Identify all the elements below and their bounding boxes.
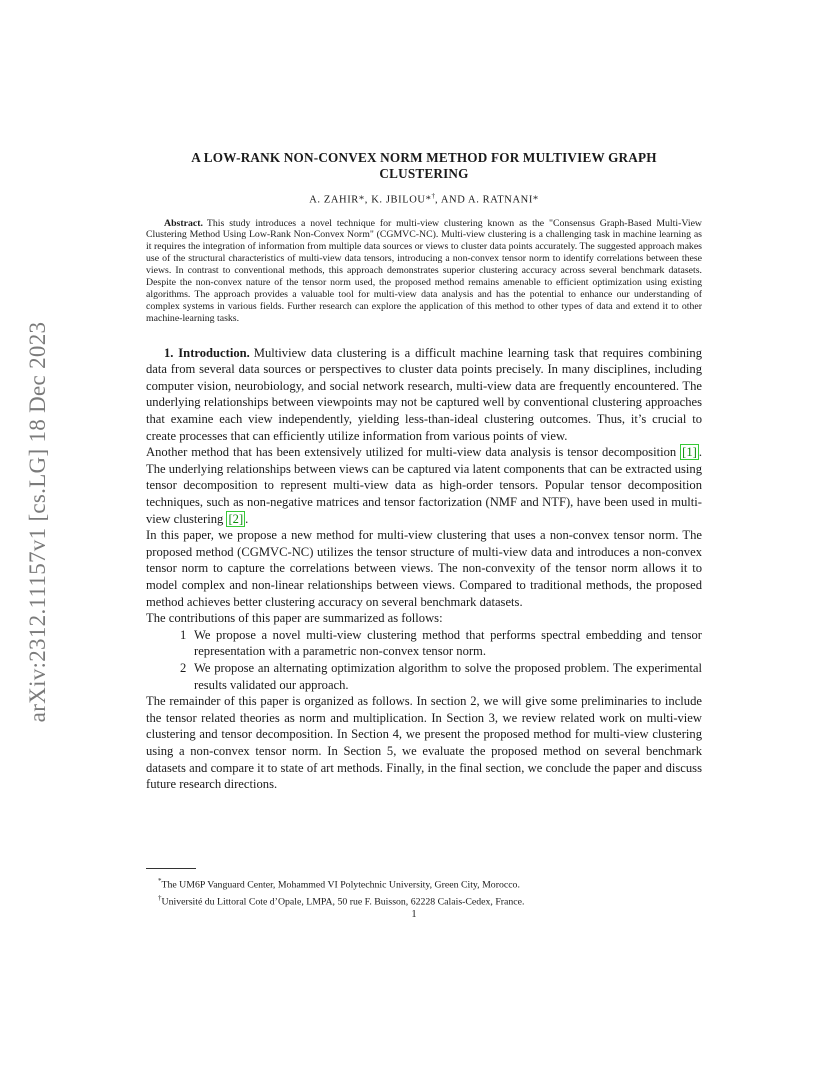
list-item: [146, 627, 702, 660]
intro-paragraph-2-text-c: .: [245, 511, 249, 526]
page-number: 1: [411, 909, 417, 920]
contribution-list: [146, 627, 702, 693]
author-list: [146, 192, 702, 206]
list-item-number: 1: [180, 627, 187, 642]
intro-paragraph-2-text-a: Another method that has been extensively utilized for multi-view data analysis is tensor decomposition: [146, 445, 681, 460]
arxiv-id: arXiv:2312.11157v1 [cs.LG] 18 Dec 2023: [25, 321, 50, 723]
section-heading: 1. Introduction.: [164, 345, 250, 360]
footnote-2-mark: †: [158, 894, 162, 903]
intro-paragraph-2: [146, 444, 702, 527]
intro-paragraph-1-text: Multiview data clustering is a difficult machine learning task that requires combining data from several data sources or perspectives to cluster data points precisely. In many disciplines, including computer vision, neurobiology, and social network research, multi-view data are frequently encountered. The underlying relationships between viewpoints may not be captured well by conventional clustering approaches that examine each view independently, yielding less-than-ideal clustering outcomes. Thus, it’s crucial to create processes that can efficiently utilize information from various points of view.: [146, 345, 703, 443]
footnote-1: [146, 875, 702, 892]
intro-paragraph-1: [146, 345, 702, 445]
introduction-section: [146, 345, 702, 793]
citation-link-1[interactable]: [1]: [682, 445, 697, 460]
citation-link-2[interactable]: [2]: [228, 511, 244, 526]
list-item-text: We propose a novel multi-view clustering method that performs spectral embedding and tensor representation with a parametric non-convex tensor norm.: [194, 627, 702, 659]
abstract-label: Abstract.: [164, 217, 203, 229]
arxiv-sidebar-stamp: [16, 282, 60, 762]
author-zahir: A. ZAHIR*,: [309, 194, 372, 206]
author-jbilou: K. JBILOU*: [371, 194, 432, 206]
author-ratnani: , AND A. RATNANI*: [434, 194, 539, 206]
list-item: [146, 660, 702, 693]
list-item-text: We propose an alternating optimization algorithm to solve the proposed problem. The experimental results validated our approach.: [194, 660, 702, 692]
footnote-2-text: Université du Littoral Cote d’Opale, LMPA, 50 rue F. Buisson, 62228 Calais-Cedex, France.: [161, 896, 525, 908]
footnote-divider: [146, 868, 196, 869]
abstract-text: This study introduces a novel technique for multi-view clustering known as the "Consensus Graph-Based Multi-View Clustering Method Using Low-Rank Non-Convex Norm" (CGMVC-NC). Multi-view clustering is a challenging task in machine learning as it requires the integration of information from multiple data sources or views to cluster data points accurately. The suggested approach makes use of the structural characteristics of multi-view data tensors, introducing a non-convex tensor norm to identify correlations between these views. In contrast to conventional methods, this approach demonstrates superior clustering accuracy across several benchmark datasets. Despite the non-convex nature of the tensor norm used, the proposed method remains amenable to efficient optimization using existing algorithms. The approach provides a valuable tool for multi-view data analysis and has the potential to enhance our understanding of complex systems in various fields. Further research can explore the application of this method to other types of data and extend it to other machine-learning tasks.: [146, 217, 702, 324]
footnotes: [146, 875, 702, 909]
abstract: [146, 218, 702, 325]
intro-paragraph-3: In this paper, we propose a new method for multi-view clustering that uses a non-convex tensor norm. The proposed method (CGMVC-NC) utilizes the tensor structure of multi-view data and introduces a non-convex tensor norm to capture the correlations between views. The non-convexity of the tensor norm allows it to model complex and non-linear relationships between views. Compared to traditional methods, the proposed method achieves better clustering accuracy on several benchmark datasets.: [146, 528, 702, 609]
paper-title: A LOW-RANK NON-CONVEX NORM METHOD FOR MULTIVIEW GRAPH CLUSTERING: [191, 150, 657, 181]
list-item-number: 2: [180, 660, 187, 675]
author-affiliation-mark: †: [431, 192, 435, 200]
footnote-2: [146, 892, 702, 909]
paper-page: [146, 150, 702, 793]
intro-paragraph-4: The contributions of this paper are summarized as follows:: [146, 611, 443, 626]
intro-paragraph-2-text-b: . The underlying relationships between views can be captured via latent components that can be extracted using tensor decomposition to represent multi-view data as high-order tensors. Popular tensor decomposition techniques, such as non-negative matrices and tensor factorization (NMF and NTF), have been used in multi-view clustering: [146, 445, 702, 526]
footnote-1-text: The UM6P Vanguard Center, Mohammed VI Polytechnic University, Green City, Morocco.: [161, 879, 520, 891]
footnote-1-mark: *: [158, 877, 162, 885]
intro-paragraph-5: The remainder of this paper is organized as follows. In section 2, we will give some preliminaries to include the tensor related theories as norm and multiplication. In Section 3, we review related work on multi-view clustering and tensor decomposition. In Section 4, we present the proposed method for multi-view clustering using a non-convex tensor norm. In Section 5, we evaluate the proposed method on several benchmark datasets and compare it to state of art methods. Finally, in the final section, we conclude the paper and discuss future research directions.: [146, 694, 702, 792]
